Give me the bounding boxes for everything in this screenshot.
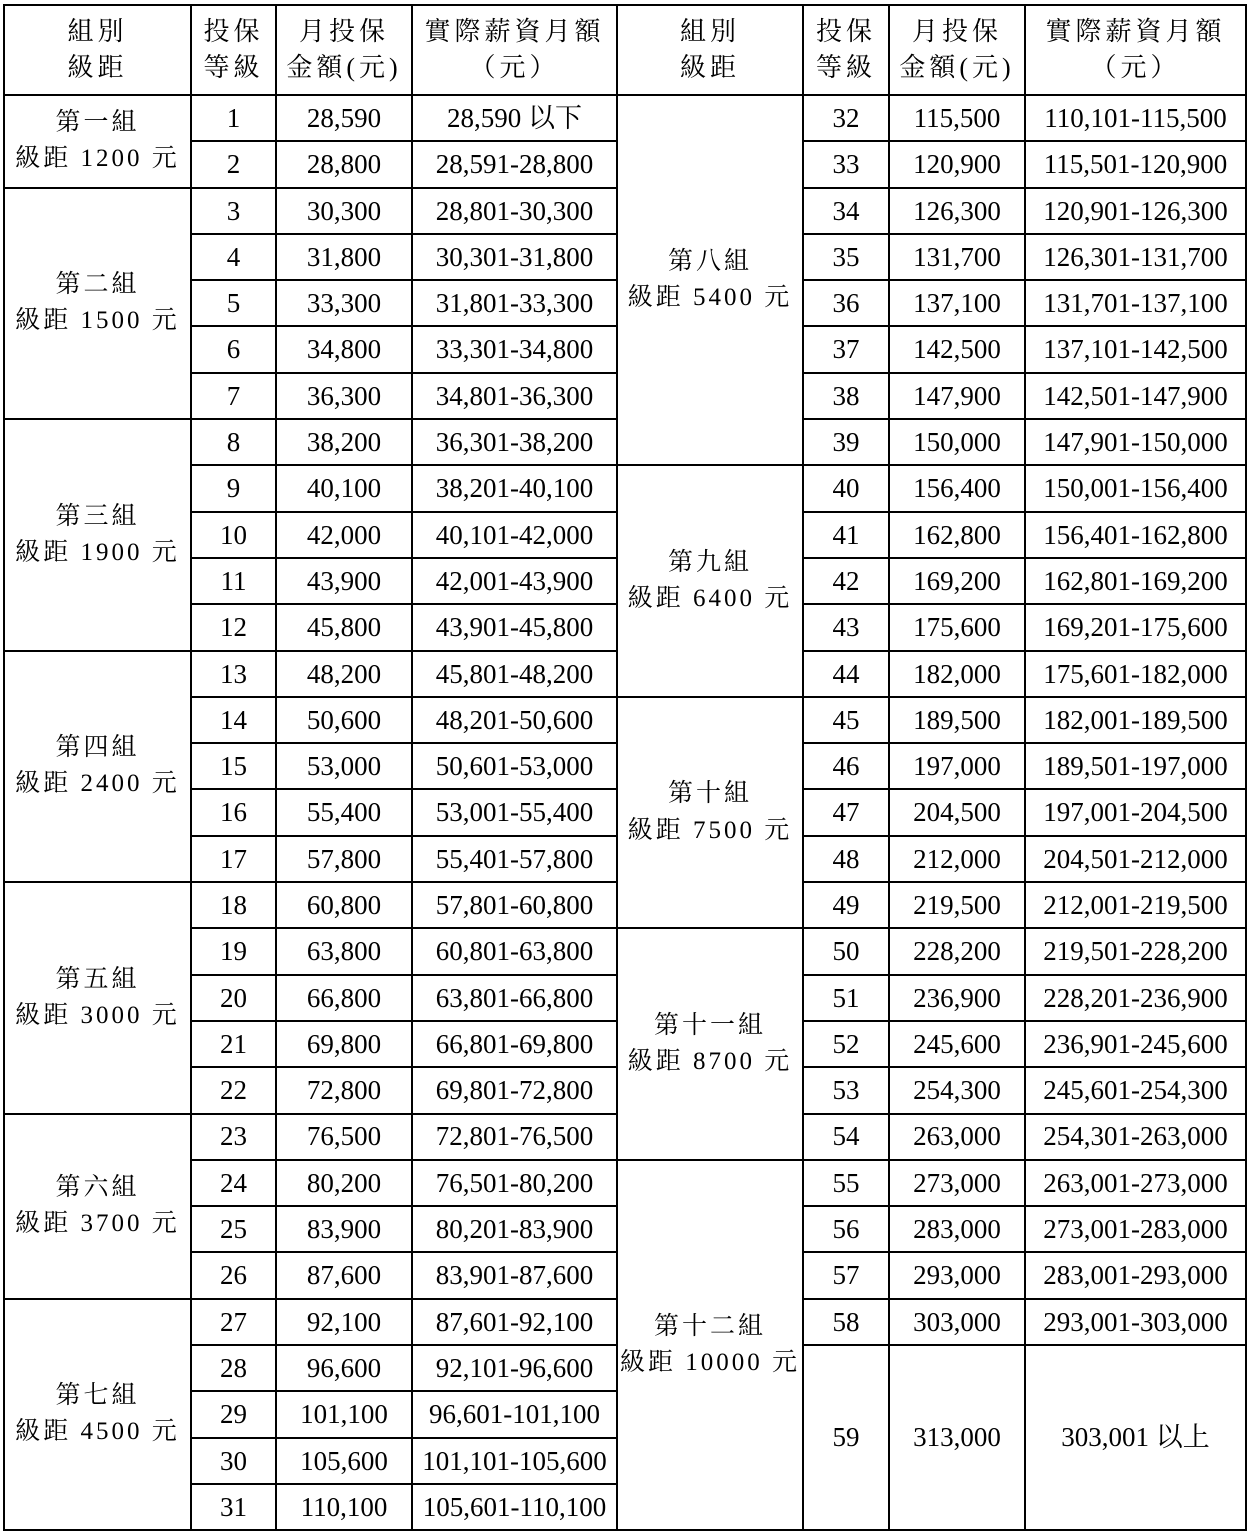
salary-range-cell: 92,101-96,600 [412,1345,617,1391]
salary-range-cell: 263,001-273,000 [1025,1160,1246,1206]
grade-cell: 59 [803,1345,889,1530]
group-cell-right [617,1160,803,1530]
grade-cell: 24 [191,1160,276,1206]
salary-range-cell: 273,001-283,000 [1025,1206,1246,1252]
salary-range-cell: 147,901-150,000 [1025,419,1246,465]
table-row [4,465,1246,511]
grade-cell: 44 [803,651,889,697]
group-name: 第十組 [667,780,752,808]
group-name: 第三組 [55,502,140,530]
grade-cell: 34 [803,188,889,234]
insured-amount-cell: 72,800 [276,1067,412,1113]
insured-amount-cell: 30,300 [276,188,412,234]
insured-amount-cell: 189,500 [889,697,1025,743]
grade-cell: 41 [803,512,889,558]
insured-amount-cell: 142,500 [889,326,1025,372]
insured-amount-cell: 45,800 [276,604,412,650]
salary-range-cell: 34,801-36,300 [412,373,617,419]
group-cell-left [4,1114,191,1299]
group-name: 第五組 [55,965,140,993]
group-name: 第二組 [55,271,140,299]
grade-cell: 23 [191,1114,276,1160]
salary-range-cell: 40,101-42,000 [412,512,617,558]
salary-range-cell: 156,401-162,800 [1025,512,1246,558]
salary-range-cell: 182,001-189,500 [1025,697,1246,743]
grade-cell: 22 [191,1067,276,1113]
grade-cell: 51 [803,975,889,1021]
insured-amount-cell: 87,600 [276,1252,412,1298]
salary-range-cell: 175,601-182,000 [1025,651,1246,697]
salary-range-cell: 131,701-137,100 [1025,280,1246,326]
salary-range-cell: 197,001-204,500 [1025,789,1246,835]
salary-range-cell: 57,801-60,800 [412,882,617,928]
group-cell-left [4,95,191,188]
salary-range-cell: 42,001-43,900 [412,558,617,604]
insured-amount-cell: 115,500 [889,95,1025,141]
group-cell-right [617,465,803,696]
insured-amount-cell: 76,500 [276,1114,412,1160]
header-insured-right: 月投保 金額(元) [889,5,1025,95]
group-cell-left [4,651,191,882]
insured-amount-cell: 66,800 [276,975,412,1021]
insured-amount-cell: 156,400 [889,465,1025,511]
insured-amount-cell: 120,900 [889,141,1025,187]
group-step: 級距 1200 元 [15,145,180,173]
grade-cell: 14 [191,697,276,743]
salary-range-cell: 162,801-169,200 [1025,558,1246,604]
salary-range-cell: 101,101-105,600 [412,1438,617,1484]
salary-range-cell: 50,601-53,000 [412,743,617,789]
salary-range-cell: 254,301-263,000 [1025,1114,1246,1160]
salary-range-cell: 36,301-38,200 [412,419,617,465]
salary-range-cell: 63,801-66,800 [412,975,617,1021]
insured-amount-cell: 28,590 [276,95,412,141]
grade-cell: 29 [191,1391,276,1437]
salary-range-cell: 38,201-40,100 [412,465,617,511]
insured-amount-cell: 150,000 [889,419,1025,465]
group-step: 級距 10000 元 [619,1349,800,1377]
grade-cell: 4 [191,234,276,280]
grade-cell: 10 [191,512,276,558]
grade-cell: 37 [803,326,889,372]
grade-cell: 17 [191,836,276,882]
insured-amount-cell: 219,500 [889,882,1025,928]
group-step: 級距 8700 元 [627,1048,793,1076]
grade-cell: 30 [191,1438,276,1484]
insured-amount-cell: 42,000 [276,512,412,558]
salary-range-cell: 87,601-92,100 [412,1299,617,1345]
header-group-right: 組別 級距 [617,5,803,95]
header-insured-left: 月投保 金額(元) [276,5,412,95]
grade-cell: 57 [803,1252,889,1298]
table-row [4,95,1246,141]
insured-amount-cell: 40,100 [276,465,412,511]
salary-range-cell: 189,501-197,000 [1025,743,1246,789]
grade-cell: 56 [803,1206,889,1252]
group-step: 級距 2400 元 [15,770,180,798]
grade-cell: 1 [191,95,276,141]
salary-range-cell: 120,901-126,300 [1025,188,1246,234]
salary-range-cell: 69,801-72,800 [412,1067,617,1113]
insured-amount-cell: 105,600 [276,1438,412,1484]
grade-cell: 5 [191,280,276,326]
group-name: 第一組 [55,109,140,137]
header-salary-right: 實際薪資月額 （元） [1025,5,1246,95]
insured-amount-cell: 254,300 [889,1067,1025,1113]
salary-range-cell: 105,601-110,100 [412,1484,617,1530]
salary-range-cell: 28,590 以下 [412,95,617,141]
salary-range-cell: 150,001-156,400 [1025,465,1246,511]
group-step: 級距 3000 元 [15,1001,180,1029]
salary-range-cell: 236,901-245,600 [1025,1021,1246,1067]
header-salary-left: 實際薪資月額 （元） [412,5,617,95]
group-cell-left [4,1299,191,1530]
insured-amount-cell: 137,100 [889,280,1025,326]
insured-amount-cell: 204,500 [889,789,1025,835]
grade-cell: 48 [803,836,889,882]
salary-range-cell: 96,601-101,100 [412,1391,617,1437]
insured-amount-cell: 169,200 [889,558,1025,604]
group-cell-left [4,188,191,419]
grade-cell: 21 [191,1021,276,1067]
grade-cell: 9 [191,465,276,511]
grade-cell: 25 [191,1206,276,1252]
insured-amount-cell: 92,100 [276,1299,412,1345]
grade-cell: 50 [803,928,889,974]
group-step: 級距 4500 元 [15,1418,180,1446]
insured-amount-cell: 34,800 [276,326,412,372]
table-row [4,1160,1246,1206]
grade-cell: 47 [803,789,889,835]
grade-cell: 31 [191,1484,276,1530]
table-row [4,697,1246,743]
grade-cell: 27 [191,1299,276,1345]
insured-amount-cell: 236,900 [889,975,1025,1021]
insured-amount-cell: 60,800 [276,882,412,928]
insured-amount-cell: 313,000 [889,1345,1025,1530]
salary-range-cell: 53,001-55,400 [412,789,617,835]
grade-cell: 15 [191,743,276,789]
grade-cell: 43 [803,604,889,650]
group-name: 第十二組 [653,1312,766,1340]
group-name: 第四組 [55,734,140,762]
salary-range-cell: 83,901-87,600 [412,1252,617,1298]
salary-range-cell: 31,801-33,300 [412,280,617,326]
salary-range-cell: 48,201-50,600 [412,697,617,743]
grade-cell: 12 [191,604,276,650]
insured-amount-cell: 83,900 [276,1206,412,1252]
insured-amount-cell: 69,800 [276,1021,412,1067]
grade-cell: 58 [803,1299,889,1345]
group-cell-left [4,882,191,1113]
insured-amount-cell: 55,400 [276,789,412,835]
insured-amount-cell: 228,200 [889,928,1025,974]
salary-range-cell: 245,601-254,300 [1025,1067,1246,1113]
grade-cell: 8 [191,419,276,465]
salary-range-cell: 28,801-30,300 [412,188,617,234]
insured-amount-cell: 50,600 [276,697,412,743]
insured-amount-cell: 110,100 [276,1484,412,1530]
grade-cell: 55 [803,1160,889,1206]
salary-range-cell: 142,501-147,900 [1025,373,1246,419]
salary-range-cell: 219,501-228,200 [1025,928,1246,974]
salary-range-cell: 169,201-175,600 [1025,604,1246,650]
grade-cell: 52 [803,1021,889,1067]
insured-amount-cell: 303,000 [889,1299,1025,1345]
grade-cell: 20 [191,975,276,1021]
insured-amount-cell: 36,300 [276,373,412,419]
salary-range-cell: 72,801-76,500 [412,1114,617,1160]
insured-amount-cell: 53,000 [276,743,412,789]
insured-amount-cell: 197,000 [889,743,1025,789]
salary-range-cell: 115,501-120,900 [1025,141,1246,187]
insured-salary-grade-table [3,4,1247,1531]
group-cell-right [617,928,803,1159]
grade-cell: 40 [803,465,889,511]
group-step: 級距 7500 元 [627,816,793,844]
group-step: 級距 1900 元 [15,538,180,566]
group-name: 第十一組 [653,1011,766,1039]
insured-amount-cell: 293,000 [889,1252,1025,1298]
salary-range-cell: 66,801-69,800 [412,1021,617,1067]
grade-cell: 53 [803,1067,889,1113]
grade-cell: 49 [803,882,889,928]
header-group-left: 組別 級距 [4,5,191,95]
group-name: 第七組 [55,1382,140,1410]
salary-range-cell: 30,301-31,800 [412,234,617,280]
salary-range-cell: 80,201-83,900 [412,1206,617,1252]
salary-range-cell: 228,201-236,900 [1025,975,1246,1021]
grade-cell: 38 [803,373,889,419]
group-step: 級距 1500 元 [15,307,180,335]
grade-cell: 16 [191,789,276,835]
salary-range-cell: 33,301-34,800 [412,326,617,372]
insured-amount-cell: 131,700 [889,234,1025,280]
table-row [4,928,1246,974]
salary-range-cell: 212,001-219,500 [1025,882,1246,928]
salary-range-cell: 204,501-212,000 [1025,836,1246,882]
salary-range-cell: 76,501-80,200 [412,1160,617,1206]
header-grade-right: 投保 等級 [803,5,889,95]
salary-range-cell: 45,801-48,200 [412,651,617,697]
insured-amount-cell: 273,000 [889,1160,1025,1206]
grade-cell: 39 [803,419,889,465]
insured-amount-cell: 33,300 [276,280,412,326]
salary-range-cell: 283,001-293,000 [1025,1252,1246,1298]
insured-amount-cell: 80,200 [276,1160,412,1206]
grade-cell: 13 [191,651,276,697]
salary-range-cell: 43,901-45,800 [412,604,617,650]
insured-amount-cell: 57,800 [276,836,412,882]
salary-range-cell: 137,101-142,500 [1025,326,1246,372]
group-step: 級距 3700 元 [15,1210,180,1238]
grade-cell: 11 [191,558,276,604]
insured-amount-cell: 245,600 [889,1021,1025,1067]
salary-range-cell: 126,301-131,700 [1025,234,1246,280]
insured-amount-cell: 162,800 [889,512,1025,558]
insured-amount-cell: 38,200 [276,419,412,465]
header-row [4,5,1246,95]
grade-cell: 6 [191,326,276,372]
grade-cell: 35 [803,234,889,280]
salary-range-cell: 55,401-57,800 [412,836,617,882]
group-name: 第六組 [55,1173,140,1201]
insured-amount-cell: 28,800 [276,141,412,187]
insured-amount-cell: 43,900 [276,558,412,604]
insured-amount-cell: 283,000 [889,1206,1025,1252]
salary-range-cell: 110,101-115,500 [1025,95,1246,141]
grade-cell: 28 [191,1345,276,1391]
grade-cell: 18 [191,882,276,928]
insured-amount-cell: 263,000 [889,1114,1025,1160]
salary-range-cell: 60,801-63,800 [412,928,617,974]
grade-cell: 26 [191,1252,276,1298]
group-name: 第八組 [667,247,752,275]
insured-amount-cell: 212,000 [889,836,1025,882]
header-grade-left: 投保 等級 [191,5,276,95]
grade-cell: 46 [803,743,889,789]
salary-range-cell: 303,001 以上 [1025,1345,1246,1530]
insured-amount-cell: 126,300 [889,188,1025,234]
grade-cell: 36 [803,280,889,326]
group-cell-right [617,697,803,928]
grade-cell: 32 [803,95,889,141]
insured-amount-cell: 182,000 [889,651,1025,697]
insured-amount-cell: 96,600 [276,1345,412,1391]
grade-cell: 42 [803,558,889,604]
insured-amount-cell: 101,100 [276,1391,412,1437]
insured-amount-cell: 147,900 [889,373,1025,419]
insured-amount-cell: 31,800 [276,234,412,280]
salary-range-cell: 293,001-303,000 [1025,1299,1246,1345]
insured-amount-cell: 63,800 [276,928,412,974]
grade-cell: 2 [191,141,276,187]
insured-amount-cell: 48,200 [276,651,412,697]
grade-cell: 3 [191,188,276,234]
group-cell-left [4,419,191,650]
group-name: 第九組 [667,548,752,576]
grade-cell: 54 [803,1114,889,1160]
group-step: 級距 5400 元 [627,284,793,312]
insured-amount-cell: 175,600 [889,604,1025,650]
salary-range-cell: 28,591-28,800 [412,141,617,187]
grade-cell: 45 [803,697,889,743]
group-cell-right [617,95,803,465]
group-step: 級距 6400 元 [627,585,793,613]
grade-cell: 33 [803,141,889,187]
grade-cell: 19 [191,928,276,974]
grade-cell: 7 [191,373,276,419]
